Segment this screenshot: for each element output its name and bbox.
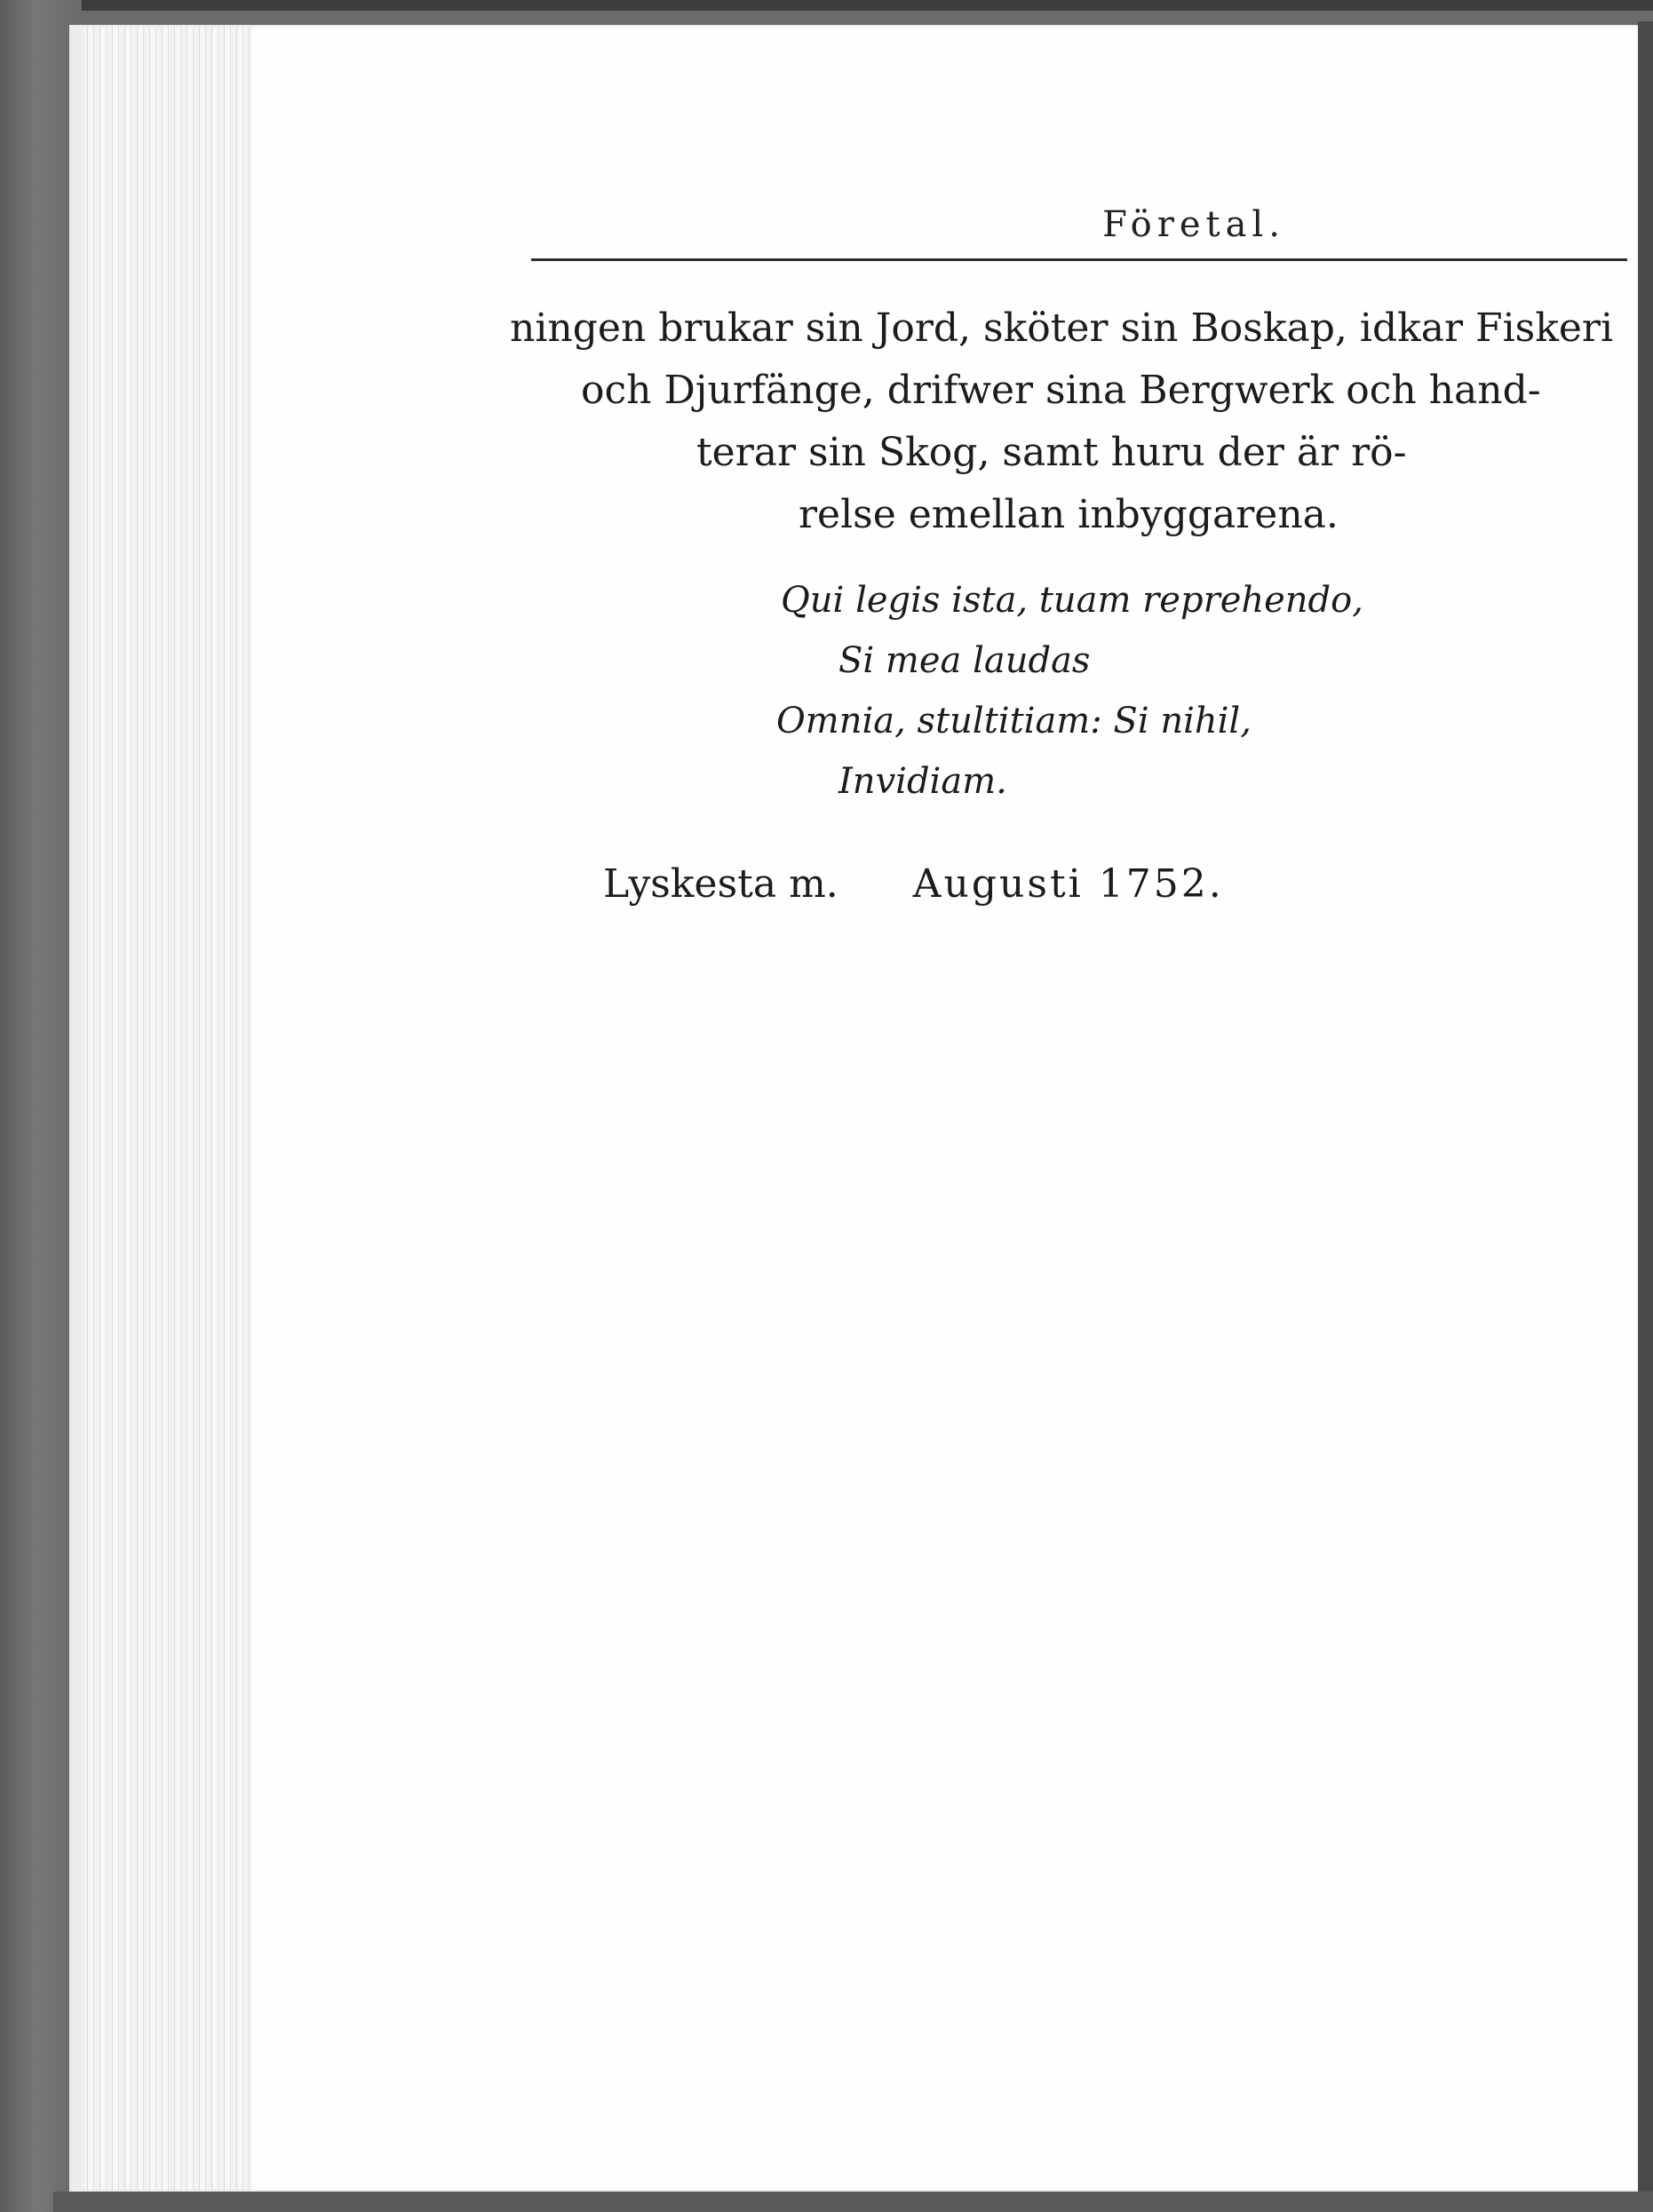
verse-line: Omnia, stultitiam: Si nihil, bbox=[776, 701, 1252, 741]
page-heading-text: Företal. bbox=[1102, 204, 1285, 245]
scan-top-edge bbox=[0, 0, 1653, 11]
body-line: relse emellan inbyggarena. bbox=[799, 492, 1339, 537]
heading-rule bbox=[531, 258, 1627, 261]
body-line: terar sin Skog, samt huru der är rö- bbox=[696, 430, 1407, 475]
verse-line: Qui legis ista, tuam reprehendo, bbox=[781, 580, 1363, 621]
verse-line: Si mea laudas bbox=[838, 640, 1091, 681]
dateline-place: Lyskesta m. bbox=[603, 861, 838, 907]
page-heading bbox=[252, 204, 1638, 245]
scan-bottom-edge bbox=[53, 2192, 1653, 2212]
page-fore-edges bbox=[82, 27, 252, 2190]
book-page bbox=[252, 27, 1638, 2190]
dateline-date: Augusti 1752. bbox=[912, 861, 1224, 907]
dateline bbox=[603, 861, 1224, 907]
body-line: ningen brukar sin Jord, sköter sin Boskap, idkar Fiskeri bbox=[510, 305, 1614, 351]
body-line: och Djurfänge, drifwer sina Bergwerk och hand- bbox=[581, 368, 1541, 413]
verse-line: Invidiam. bbox=[838, 761, 1007, 802]
latin-verse bbox=[252, 570, 1638, 812]
body-paragraph bbox=[252, 297, 1638, 546]
book-cover-right bbox=[1638, 21, 1653, 2212]
